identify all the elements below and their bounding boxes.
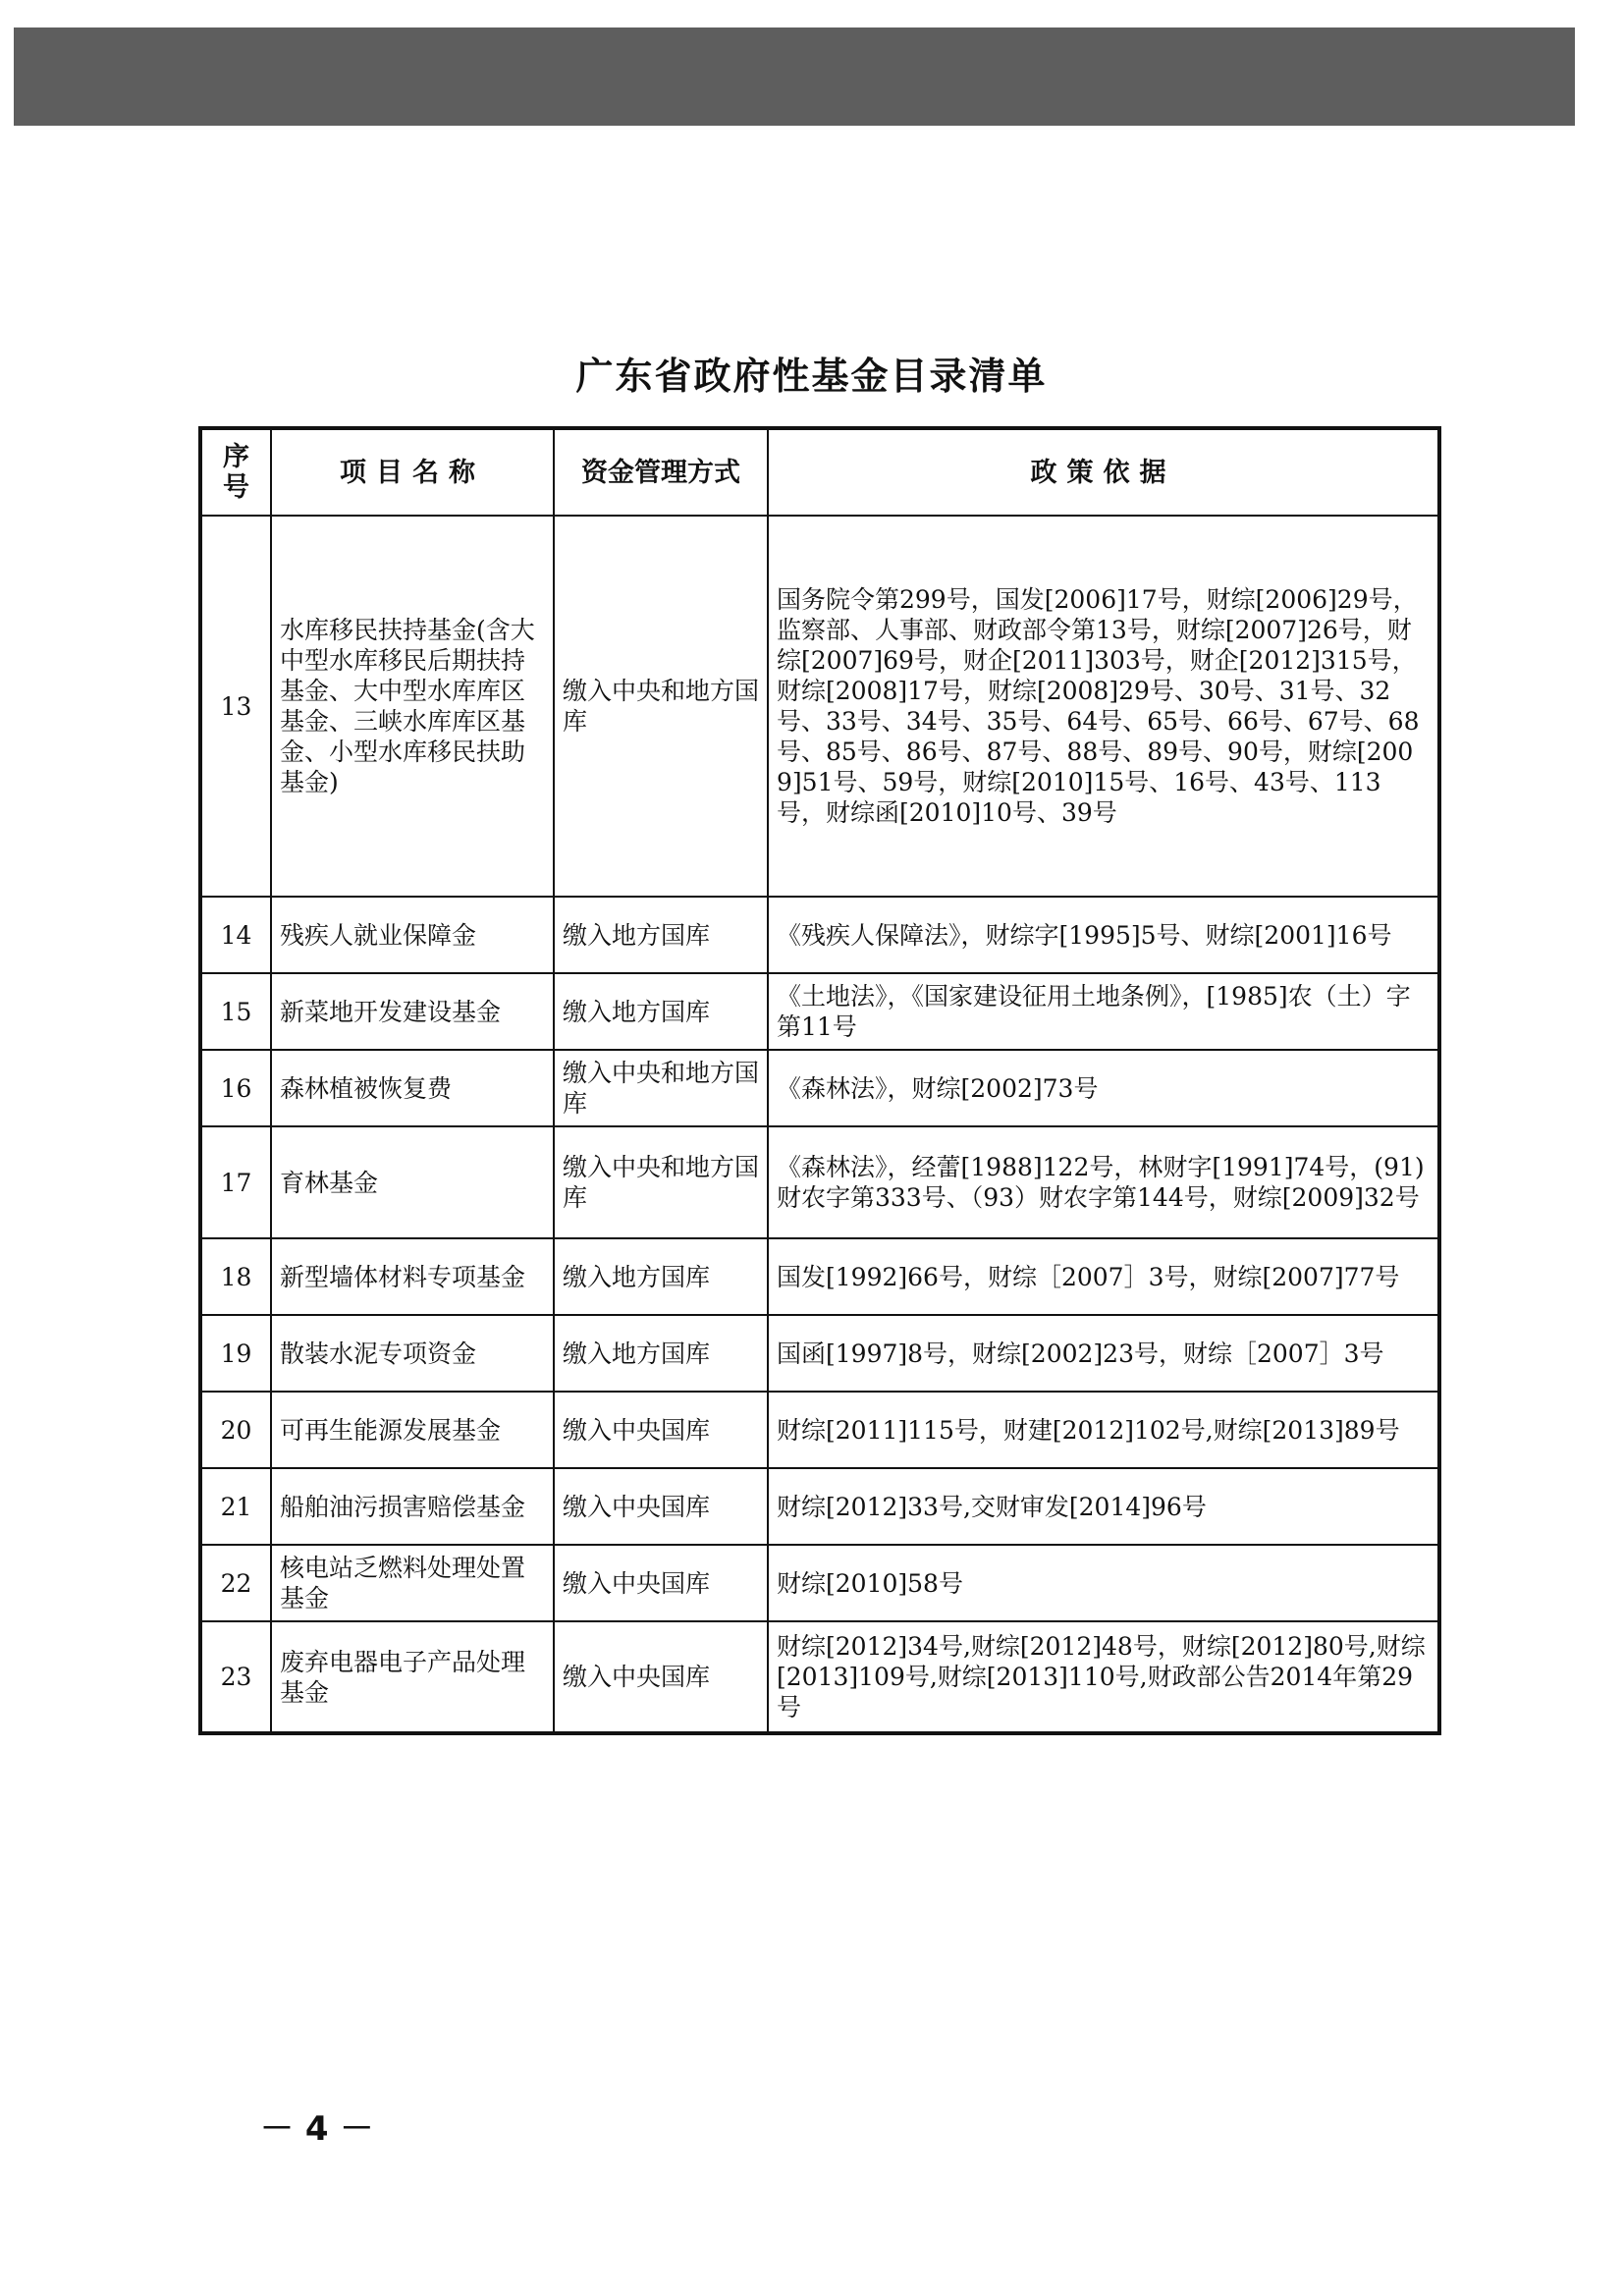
row-basis: 《残疾人保障法》，财综字[1995]5号、财综[2001]16号	[768, 897, 1439, 973]
row-mgmt: 缴入中央和地方国库	[554, 1126, 768, 1238]
row-seq: 23	[200, 1621, 271, 1733]
page-number: － 4 －	[260, 2109, 374, 2149]
row-mgmt: 缴入中央国库	[554, 1621, 768, 1733]
row-basis: 《森林法》，经蕾[1988]122号，林财字[1991]74号，(91)财农字第333号、（93）财农字第144号，财综[2009]32号	[768, 1126, 1439, 1238]
row-basis: 财综[2012]34号,财综[2012]48号，财综[2012]80号,财综[2013]109号,财综[2013]110号,财政部公告2014年第29号	[768, 1621, 1439, 1733]
row-basis: 国务院令第299号，国发[2006]17号，财综[2006]29号，监察部、人事部、财政部令第13号，财综[2007]26号，财综[2007]69号，财企[2011]303号，财企[2012]315号，财综[2008]17号，财综[2008]29号、30号、31号、32号、33号、34号、35号、64号、65号、66号、67号、68号、85号、86号、87号、88号、89号、90号，财综[2009]51号、59号，财综[2010]15号、16号、43号、113号，财综函[2010]10号、39号	[768, 516, 1439, 897]
table-row	[200, 973, 1439, 1050]
header-basis: 政策依据	[768, 428, 1439, 516]
header-mgmt: 资金管理方式	[554, 428, 768, 516]
row-seq: 20	[200, 1392, 271, 1468]
row-mgmt: 缴入中央国库	[554, 1468, 768, 1545]
row-name: 废弃电器电子产品处理基金	[271, 1621, 554, 1733]
row-mgmt: 缴入中央和地方国库	[554, 1050, 768, 1126]
row-basis: 财综[2011]115号，财建[2012]102号,财综[2013]89号	[768, 1392, 1439, 1468]
row-basis: 财综[2012]33号,交财审发[2014]96号	[768, 1468, 1439, 1545]
row-basis: 国函[1997]8号，财综[2002]23号，财综［2007］3号	[768, 1315, 1439, 1392]
document-title: 广东省政府性基金目录清单	[575, 355, 1048, 398]
table-row	[200, 1468, 1439, 1545]
row-seq: 19	[200, 1315, 271, 1392]
row-seq: 14	[200, 897, 271, 973]
table-row	[200, 1126, 1439, 1238]
row-name: 育林基金	[271, 1126, 554, 1238]
table-row	[200, 516, 1439, 897]
row-seq: 15	[200, 973, 271, 1050]
row-name: 可再生能源发展基金	[271, 1392, 554, 1468]
row-seq: 22	[200, 1545, 271, 1621]
table-row	[200, 1545, 1439, 1621]
row-mgmt: 缴入地方国库	[554, 973, 768, 1050]
row-mgmt: 缴入中央国库	[554, 1545, 768, 1621]
row-mgmt: 缴入地方国库	[554, 1315, 768, 1392]
scan-edge-bar	[14, 27, 1575, 126]
row-seq: 17	[200, 1126, 271, 1238]
row-name: 散装水泥专项资金	[271, 1315, 554, 1392]
row-seq: 21	[200, 1468, 271, 1545]
row-basis: 财综[2010]58号	[768, 1545, 1439, 1621]
row-mgmt: 缴入地方国库	[554, 1238, 768, 1315]
row-name: 核电站乏燃料处理处置基金	[271, 1545, 554, 1621]
row-name: 新型墙体材料专项基金	[271, 1238, 554, 1315]
row-mgmt: 缴入地方国库	[554, 897, 768, 973]
row-seq: 18	[200, 1238, 271, 1315]
table-row	[200, 1392, 1439, 1468]
table-row	[200, 1621, 1439, 1733]
header-seq: 序号	[200, 428, 271, 516]
row-mgmt: 缴入中央国库	[554, 1392, 768, 1468]
table-header-row	[200, 428, 1439, 516]
table-row	[200, 1238, 1439, 1315]
table-row	[200, 1315, 1439, 1392]
row-basis: 国发[1992]66号，财综［2007］3号，财综[2007]77号	[768, 1238, 1439, 1315]
row-seq: 16	[200, 1050, 271, 1126]
row-name: 森林植被恢复费	[271, 1050, 554, 1126]
row-basis: 《土地法》，《国家建设征用土地条例》，[1985]农（土）字第11号	[768, 973, 1439, 1050]
header-name: 项目名称	[271, 428, 554, 516]
row-name: 新菜地开发建设基金	[271, 973, 554, 1050]
row-name: 残疾人就业保障金	[271, 897, 554, 973]
row-name: 水库移民扶持基金(含大中型水库移民后期扶持基金、大中型水库库区基金、三峡水库库区基金、小型水库移民扶助基金)	[271, 516, 554, 897]
row-mgmt: 缴入中央和地方国库	[554, 516, 768, 897]
row-basis: 《森林法》，财综[2002]73号	[768, 1050, 1439, 1126]
fund-table	[198, 426, 1441, 1735]
table-row	[200, 897, 1439, 973]
table-row	[200, 1050, 1439, 1126]
row-name: 船舶油污损害赔偿基金	[271, 1468, 554, 1545]
row-seq: 13	[200, 516, 271, 897]
